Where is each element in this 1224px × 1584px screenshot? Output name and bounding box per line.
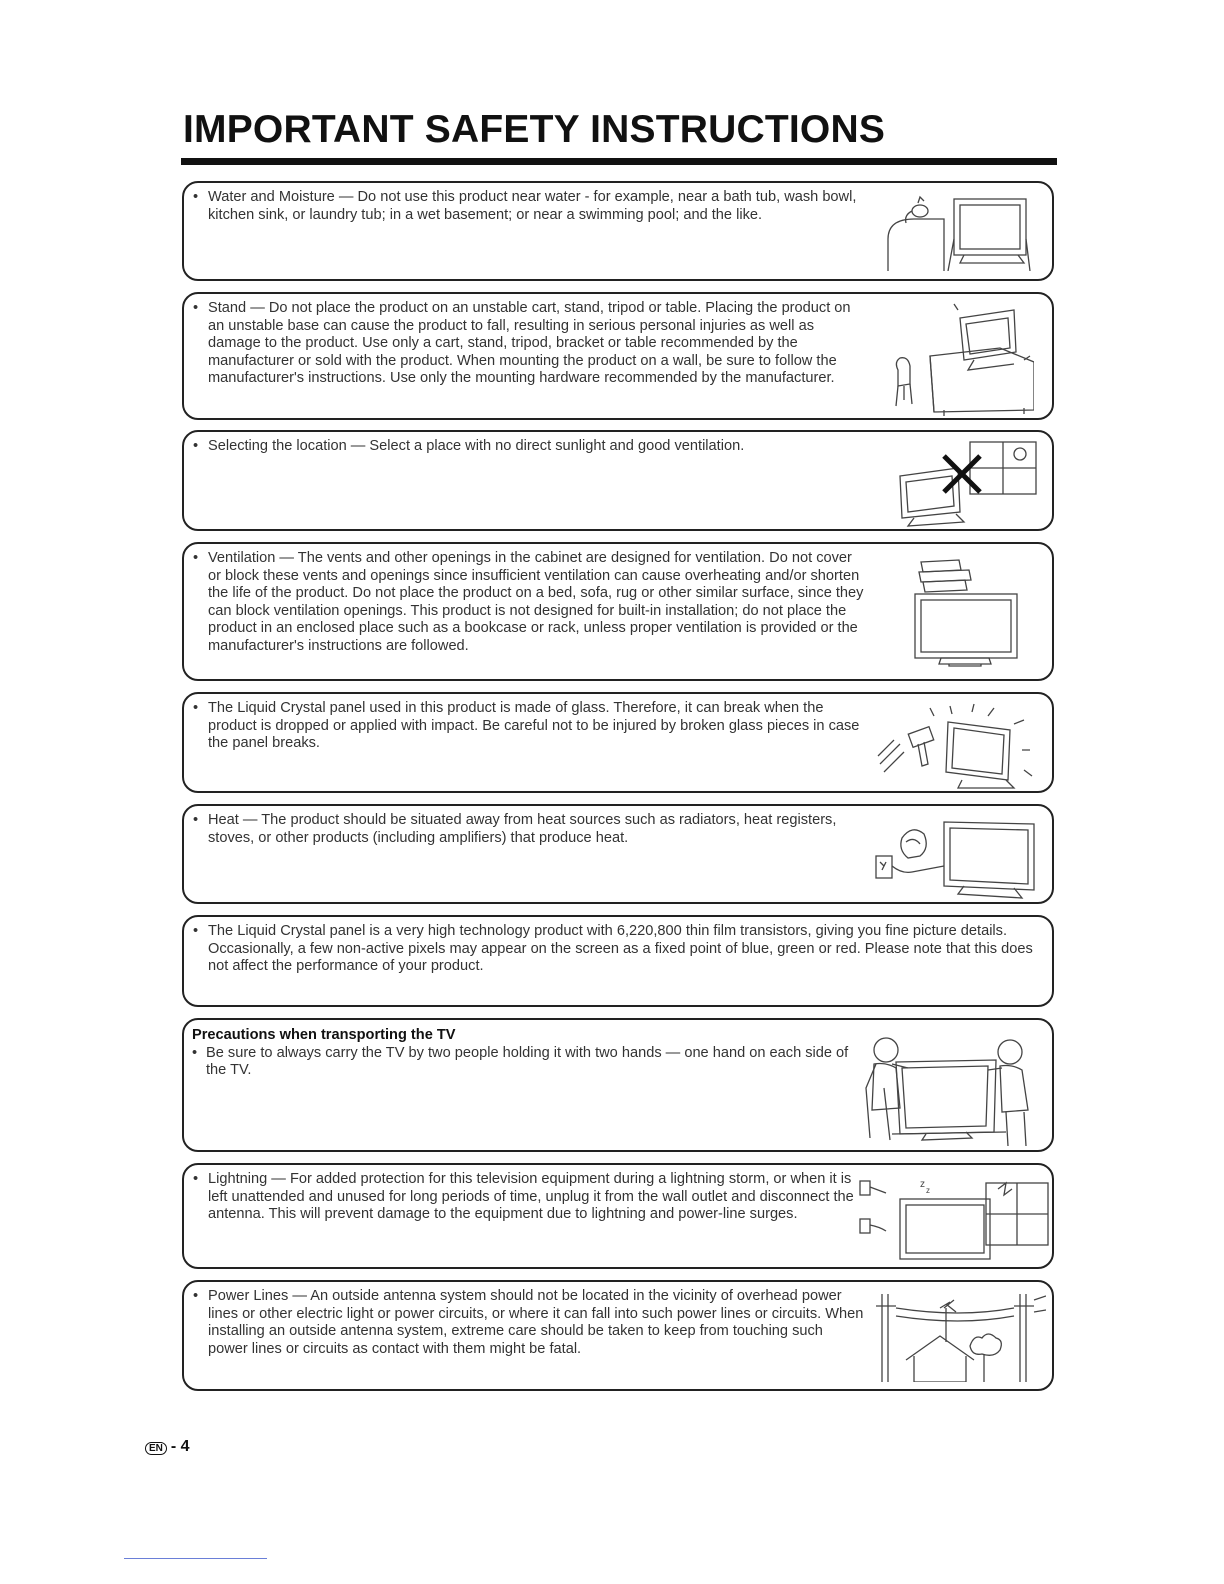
antenna-power-lines-icon [870, 1286, 1046, 1382]
item-text-block: • Lightning — For added protection for this television equipment during a lightning storm, or when it is left unattended and unused for long periods of time, unplug it from the wall outlet and disconnect the antenna. This will prevent damage to the equipment due to lightning and power-line surges. [193, 1171, 865, 1224]
hammer-breaking-panel-icon [874, 700, 1040, 790]
page-number [145, 1438, 190, 1456]
item-text-block: • Power Lines — An outside antenna system should not be located in the vicinity of overhead power lines or other electric light or power circuits, or where it can fall into such power lines or circuits. When installing an outside antenna system, extreme care should be taken to keep from touching such power lines or circuits as contact with them might be fatal. [193, 1288, 864, 1357]
item-text-block: • The Liquid Crystal panel is a very high technology product with 6,220,800 thin film transistors, giving you fine picture details. Occasionally, a few non-active pixels may appear on the screen as a fixed point of blue, green or red. Please note that this does not affect the performance of your product. [193, 923, 1035, 976]
item-text: Heat — The product should be situated away from heat sources such as radiators, heat registers, stoves, or other products (including amplifiers) that produce heat. [208, 812, 837, 846]
safety-item-transport [182, 1018, 1054, 1152]
page-title: IMPORTANT SAFETY INSTRUCTIONS [183, 108, 886, 151]
safety-item-glass-panel [182, 692, 1054, 793]
item-text: Lightning — For added protection for this television equipment during a lightning storm, or when it is left unattended and unused for long periods of time, unplug it from the wall outlet and disconnect the antenna. This will prevent damage to the equipment due to lightning and power-line surges. [208, 1171, 854, 1223]
blocked-vents-tv-icon [909, 554, 1019, 672]
item-text: Water and Moisture — Do not use this product near water - for example, near a bath tub, wash bowl, kitchen sink, or laundry tub; in a wet basement; or near a swimming pool; and the like. [208, 189, 857, 223]
item-text: Stand — Do not place the product on an unstable cart, stand, tripod or table. Placing the product on an unstable base can cause the product to fall, resulting in serious personal injuries as well as damage to the product. Use only a cart, stand, tripod, bracket or table recommended by the manufacturer or sold with the product. When mounting the product on a wall, be sure to follow the manufacturer's instructions. Use only the mounting hardware recommended by the manufacturer. [208, 300, 851, 387]
no-sunlight-tv-icon [894, 436, 1038, 528]
two-people-carrying-tv-icon [856, 1028, 1040, 1150]
item-text: Ventilation — The vents and other openings in the cabinet are designed for ventilation. Do not cover or block these vents and openings since insufficient ventilation can cause overheating and/or shorten the life of the product. Do not place the product on a bed, sofa, rug or other similar surface, since they can block ventilation openings. This product is not designed for built-in installation; do not place the product in an enclosed place such as a bookcase or rack, unless proper ventilation is provided or the manufacturer's instructions are followed. [208, 550, 864, 654]
safety-item-heat [182, 804, 1054, 904]
svg-text:z: z [926, 1186, 930, 1195]
language-badge: EN [145, 1442, 167, 1455]
item-text-block: • Selecting the location — Select a place with no direct sunlight and good ventilation. [193, 438, 865, 456]
item-text-note: Occasionally, a few non-active pixels may appear on the screen as a fixed point of blue, green or red. Please note that this does not affect the performance of your product. [208, 940, 1033, 975]
safety-item-location [182, 430, 1054, 531]
item-text: Be sure to always carry the TV by two people holding it with two hands — one hand on each side of the TV. [206, 1044, 849, 1079]
item-text-block: • Heat — The product should be situated away from heat sources such as radiators, heat registers, stoves, or other products (including amplifiers) that produce heat. [193, 812, 865, 847]
page-number-text: - 4 [170, 1438, 190, 1455]
unplug-lightning-icon [856, 1169, 1052, 1265]
svg-text:z: z [920, 1179, 925, 1190]
item-text: The Liquid Crystal panel is a very high technology product with 6,220,800 thin film transistors, giving you fine picture details. [208, 923, 1008, 939]
safety-item-water [182, 181, 1054, 281]
safety-item-transistors [182, 915, 1054, 1007]
title-rule [181, 158, 1057, 165]
safety-item-stand [182, 292, 1054, 420]
item-text-block: • Ventilation — The vents and other openings in the cabinet are designed for ventilation. Do not cover or block these vents and openings since insufficient ventilation can cause overheating and/or shorten the life of the product. Do not place the product on a bed, sofa, rug or other similar surface, since they can block ventilation openings. This product is not designed for built-in installation; do not place the product in an enclosed place such as a bookcase or rack, unless proper ventilation is provided or the manufacturer's instructions are followed. [193, 550, 864, 654]
heat-source-tv-icon [872, 814, 1042, 900]
unstable-stand-tv-icon [884, 300, 1034, 418]
safety-item-lightning [182, 1163, 1054, 1269]
item-text: Power Lines — An outside antenna system should not be located in the vicinity of overhead power lines or other electric light or power circuits, or where it can fall into such power lines or circuits. When installing an outside antenna system, extreme care should be taken to keep from touching such power lines or circuits as contact with them might be fatal. [208, 1288, 864, 1357]
item-text: Selecting the location — Select a place with no direct sunlight and good ventilation. [208, 438, 745, 454]
water-moisture-tv-icon [884, 189, 1034, 271]
safety-item-ventilation [182, 542, 1054, 681]
footer-line [124, 1558, 267, 1559]
item-text: The Liquid Crystal panel used in this product is made of glass. Therefore, it can break when the product is dropped or applied with impact. Be careful not to be injured by broken glass pieces in case the panel breaks. [208, 700, 860, 752]
precautions-heading: Precautions when transporting the TV [192, 1027, 456, 1043]
item-text-block: • The Liquid Crystal panel used in this product is made of glass. Therefore, it can break when the product is dropped or applied with impact. Be careful not to be injured by broken glass pieces in case the panel breaks. [193, 700, 865, 753]
item-text-block: • Stand — Do not place the product on an unstable cart, stand, tripod or table. Placing the product on an unstable base can cause the product to fall, resulting in serious personal injuries as well as damage to the product. Use only a cart, stand, tripod, bracket or table recommended by the manufacturer or sold with the product. When mounting the product on a wall, be sure to follow the manufacturer's instructions. Use only the mounting hardware recommended by the manufacturer. [193, 300, 865, 388]
item-text-block: Precautions when transporting the TV • Be sure to always carry the TV by two people holding it with two hands — one hand on each side of the TV. [192, 1027, 864, 1080]
item-text-block: • Water and Moisture — Do not use this product near water - for example, near a bath tub, wash bowl, kitchen sink, or laundry tub; in a wet basement; or near a swimming pool; and the like. [193, 189, 865, 224]
safety-item-power-lines [182, 1280, 1054, 1391]
